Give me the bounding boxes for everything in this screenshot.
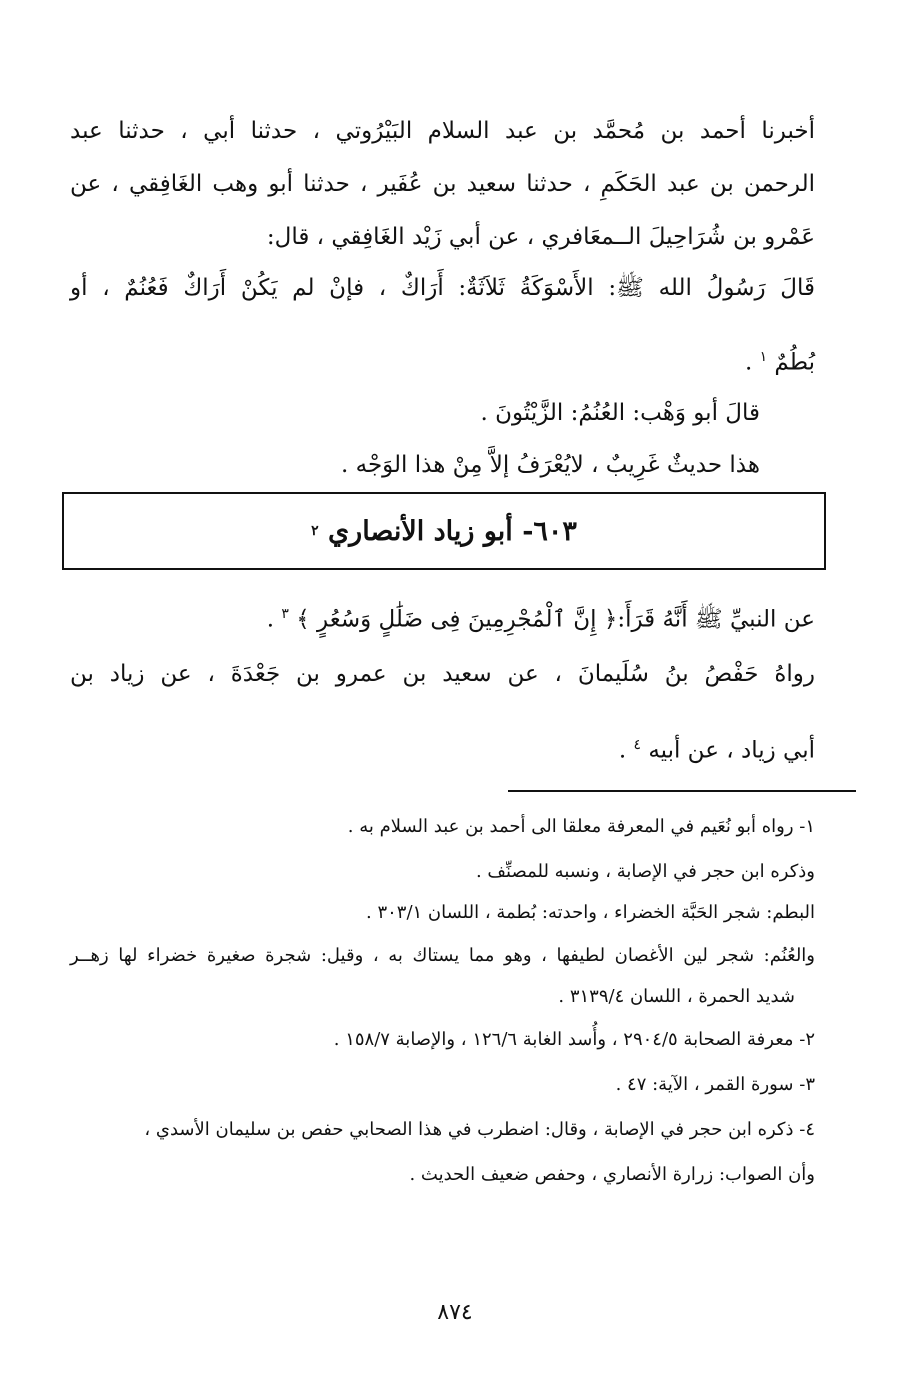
body-line-1: أخبرنا أحمد بن مُحمَّد بن عبد السلام البَيْرُوتي ، حدثنا أبي ، حدثنا عبد: [70, 118, 815, 144]
footnote-1-unum: والعُنُم: شجر لين الأغصان لطيفها ، وهو مما يستاك به ، وقيل: شجرة صغيرة خضراء لها زهــر: [70, 945, 815, 966]
body-line-7: هذا حديثٌ غَرِيبٌ ، لايُعْرَفُ إلاَّ مِنْ هذا الوَجْه .: [340, 452, 760, 478]
footnote-ref-3: ٣: [281, 606, 289, 622]
hadith-text-line-1: قَالَ رَسُولُ الله ﷺ: الأَسْوَكَةُ ثَلاَثَةٌ: أَرَاكٌ ، فإنْ لم يَكُنْ أَرَاكٌ فَعُنُمٌ ، أو: [70, 275, 815, 301]
body-line-3: عَمْرو بن شُرَاحِيلَ الــمعَافري ، عن أبي زَيْد الغَافِقي ، قال:: [266, 224, 815, 250]
footnote-4-cont: وأن الصواب: زرارة الأنصاري ، وحفص ضعيف الحديث .: [409, 1164, 815, 1185]
footnote-4: ٤- ذكره ابن حجر في الإصابة ، وقال: اضطرب في هذا الصحابي حفص بن سليمان الأسدي ،: [144, 1119, 815, 1140]
footnote-1-unum-cont: شديد الحمرة ، اللسان ٣١٣٩/٤ .: [558, 986, 795, 1007]
section-line-3: أبي زياد ، عن أبيه $^٤$ .: [618, 737, 815, 764]
hadith-text-line-2: بُطُمٌ $^١$ .: [744, 349, 815, 376]
section-title-box: [62, 492, 826, 570]
footnote-ref-2: ٢: [311, 523, 319, 539]
body-line-6: قالَ أبو وَهْب: العُنُمُ: الزَّيْتُونَ .: [480, 400, 760, 426]
footnote-1-cont: وذكره ابن حجر في الإصابة ، ونسبه للمصنِّف .: [475, 861, 815, 882]
section-line-2: رواهُ حَفْصُ بنُ سُلَيمانَ ، عن سعيد بن عمرو بن جَعْدَةَ ، عن زياد بن: [70, 661, 815, 687]
footnote-ref-1: ١: [759, 349, 768, 365]
section-title: ٦٠٣- أبو زياد الأنصاري: [328, 515, 577, 547]
page-number: ٨٧٤: [437, 1300, 473, 1325]
footnote-3: ٣- سورة القمر ، الآية: ٤٧ .: [615, 1074, 815, 1095]
footnote-ref-4: ٤: [633, 737, 641, 753]
footnote-separator: [508, 790, 856, 792]
footnote-1-bitm: البطم: شجر الحَبَّة الخضراء ، واحدته: بُطمة ، اللسان ٣٠٣/١ .: [365, 902, 815, 923]
section-line-1: عن النبيِّ ﷺ أَنَّهُ قَرَأَ:﴿ إِنَّ ٱلْمُجْرِمِينَ فِى ضَلَٰلٍ وَسُعُرٍ ﴾ $^٣$ .: [266, 606, 815, 633]
footnote-1: ١- رواه أبو نُعَيم في المعرفة معلقا الى أحمد بن عبد السلام به .: [347, 816, 815, 837]
body-line-2: الرحمن بن عبد الحَكَمِ ، حدثنا سعيد بن عُفَير ، حدثنا أبو وهب الغَافِقي ، عن: [70, 171, 815, 197]
footnote-2: ٢- معرفة الصحابة ٢٩٠٤/٥ ، وأُسد الغابة ١٢٦/٦ ، والإصابة ١٥٨/٧ .: [333, 1029, 815, 1050]
